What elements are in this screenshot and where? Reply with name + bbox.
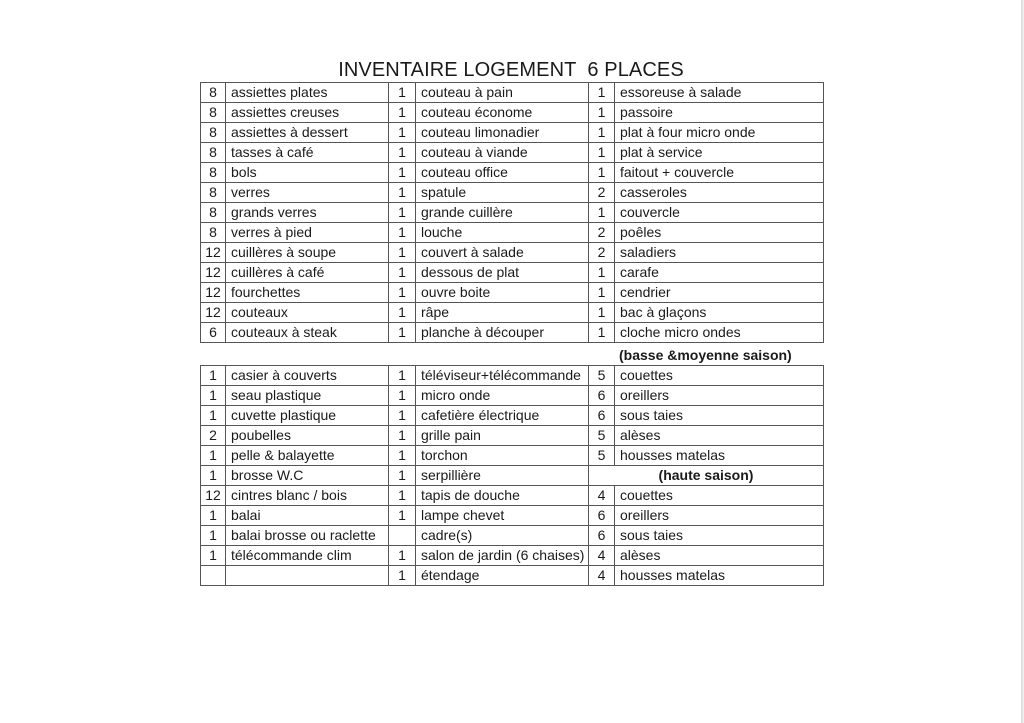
item-name: couteau office xyxy=(416,163,589,183)
item-quantity: 5 xyxy=(589,446,615,466)
item-quantity: 2 xyxy=(201,426,226,446)
table-row xyxy=(201,203,824,223)
item-name: couvercle xyxy=(615,203,824,223)
item-name: sous taies xyxy=(615,406,824,426)
item-name: casseroles xyxy=(615,183,824,203)
table-row xyxy=(201,566,824,586)
item-quantity: 6 xyxy=(589,406,615,426)
item-quantity: 12 xyxy=(201,243,226,263)
table-row xyxy=(201,546,824,566)
item-quantity: 8 xyxy=(201,103,226,123)
item-quantity: 1 xyxy=(589,303,615,323)
item-name: torchon xyxy=(416,446,589,466)
item-name: dessous de plat xyxy=(416,263,589,283)
item-quantity: 1 xyxy=(201,526,226,546)
item-name: faitout + couvercle xyxy=(615,163,824,183)
item-name: grands verres xyxy=(226,203,389,223)
item-quantity: 1 xyxy=(589,263,615,283)
item-name xyxy=(226,566,389,586)
item-name: balai xyxy=(226,506,389,526)
item-name: cintres blanc / bois xyxy=(226,486,389,506)
item-quantity: 6 xyxy=(589,506,615,526)
item-name: pelle & balayette xyxy=(226,446,389,466)
item-name: carafe xyxy=(615,263,824,283)
item-name: couteaux xyxy=(226,303,389,323)
item-quantity: 1 xyxy=(389,486,416,506)
item-quantity: 8 xyxy=(201,183,226,203)
table-row xyxy=(201,303,824,323)
table-row xyxy=(201,486,824,506)
item-name: plat à service xyxy=(615,143,824,163)
item-name: couteau à viande xyxy=(416,143,589,163)
item-quantity: 12 xyxy=(201,303,226,323)
table-row xyxy=(201,243,824,263)
item-quantity: 1 xyxy=(589,143,615,163)
item-quantity: 1 xyxy=(389,183,416,203)
item-quantity: 4 xyxy=(589,566,615,586)
item-quantity: 1 xyxy=(389,323,416,343)
item-name: couettes xyxy=(615,486,824,506)
item-quantity: 1 xyxy=(589,163,615,183)
item-quantity: 1 xyxy=(389,406,416,426)
item-name: cendrier xyxy=(615,283,824,303)
item-name: assiettes creuses xyxy=(226,103,389,123)
item-quantity: 8 xyxy=(201,223,226,243)
item-name: couteaux à steak xyxy=(226,323,389,343)
item-quantity: 1 xyxy=(589,283,615,303)
item-quantity: 12 xyxy=(201,486,226,506)
item-name: seau plastique xyxy=(226,386,389,406)
item-quantity: 1 xyxy=(389,203,416,223)
table-row xyxy=(201,223,824,243)
item-name: oreillers xyxy=(615,506,824,526)
item-name: saladiers xyxy=(615,243,824,263)
item-name: spatule xyxy=(416,183,589,203)
item-quantity: 1 xyxy=(389,303,416,323)
inventory-table-household xyxy=(200,365,824,586)
item-quantity: 1 xyxy=(389,506,416,526)
table-row xyxy=(201,466,824,486)
section-label-high-season: (haute saison) xyxy=(589,466,824,486)
item-quantity: 6 xyxy=(589,386,615,406)
item-quantity: 1 xyxy=(389,263,416,283)
item-name: passoire xyxy=(615,103,824,123)
item-name: cuillères à café xyxy=(226,263,389,283)
document-title: INVENTAIRE LOGEMENT 6 PLACES xyxy=(338,59,684,81)
item-name: couvert à salade xyxy=(416,243,589,263)
item-name: casier à couverts xyxy=(226,366,389,386)
item-quantity: 1 xyxy=(201,406,226,426)
item-name: cafetière électrique xyxy=(416,406,589,426)
item-quantity: 8 xyxy=(201,143,226,163)
item-quantity: 6 xyxy=(201,323,226,343)
item-quantity: 12 xyxy=(201,263,226,283)
item-name: housses matelas xyxy=(615,446,824,466)
item-quantity: 1 xyxy=(589,123,615,143)
item-name: verres xyxy=(226,183,389,203)
item-name: essoreuse à salade xyxy=(615,83,824,103)
item-name: oreillers xyxy=(615,386,824,406)
table-row xyxy=(201,83,824,103)
item-quantity: 1 xyxy=(589,103,615,123)
item-quantity: 1 xyxy=(389,123,416,143)
item-quantity: 2 xyxy=(589,223,615,243)
item-name: râpe xyxy=(416,303,589,323)
item-quantity: 1 xyxy=(589,203,615,223)
item-quantity: 1 xyxy=(389,163,416,183)
item-name: bac à glaçons xyxy=(615,303,824,323)
item-quantity: 8 xyxy=(201,163,226,183)
table-row xyxy=(201,123,824,143)
item-quantity: 1 xyxy=(389,243,416,263)
item-name: grille pain xyxy=(416,426,589,446)
item-name: poubelles xyxy=(226,426,389,446)
item-quantity: 8 xyxy=(201,123,226,143)
table-row xyxy=(201,103,824,123)
item-name: serpillière xyxy=(416,466,589,486)
item-name: couteau à pain xyxy=(416,83,589,103)
section-label-low-season: (basse &moyenne saison) xyxy=(619,347,792,363)
item-quantity: 1 xyxy=(201,366,226,386)
table-row xyxy=(201,283,824,303)
table-row xyxy=(201,426,824,446)
item-quantity: 1 xyxy=(389,83,416,103)
item-quantity: 2 xyxy=(589,183,615,203)
item-quantity: 4 xyxy=(589,546,615,566)
item-quantity: 1 xyxy=(201,386,226,406)
item-quantity: 1 xyxy=(589,323,615,343)
item-name: couteau économe xyxy=(416,103,589,123)
table-row xyxy=(201,406,824,426)
item-quantity: 1 xyxy=(389,546,416,566)
item-quantity: 1 xyxy=(389,143,416,163)
item-name: verres à pied xyxy=(226,223,389,243)
item-quantity: 1 xyxy=(201,546,226,566)
item-quantity: 1 xyxy=(389,446,416,466)
item-quantity: 1 xyxy=(589,83,615,103)
item-quantity: 1 xyxy=(201,466,226,486)
item-quantity: 1 xyxy=(389,103,416,123)
item-name: téléviseur+télécommande xyxy=(416,366,589,386)
item-quantity: 4 xyxy=(589,486,615,506)
item-name: louche xyxy=(416,223,589,243)
item-name: balai brosse ou raclette xyxy=(226,526,389,546)
item-name: sous taies xyxy=(615,526,824,546)
inventory-table-kitchen xyxy=(200,82,824,343)
item-name: poêles xyxy=(615,223,824,243)
item-name: alèses xyxy=(615,546,824,566)
item-quantity: 1 xyxy=(389,566,416,586)
item-name: assiettes plates xyxy=(226,83,389,103)
item-quantity: 1 xyxy=(201,506,226,526)
table-row xyxy=(201,163,824,183)
item-name: bols xyxy=(226,163,389,183)
item-quantity: 2 xyxy=(589,243,615,263)
item-quantity: 1 xyxy=(389,223,416,243)
item-quantity: 8 xyxy=(201,203,226,223)
table-row xyxy=(201,446,824,466)
item-name: cuvette plastique xyxy=(226,406,389,426)
table-row xyxy=(201,263,824,283)
table-row xyxy=(201,386,824,406)
item-name: couettes xyxy=(615,366,824,386)
table-row xyxy=(201,183,824,203)
table-row xyxy=(201,143,824,163)
item-name: salon de jardin (6 chaises) xyxy=(416,546,589,566)
item-quantity: 1 xyxy=(389,283,416,303)
item-name: grande cuillère xyxy=(416,203,589,223)
item-name: ouvre boite xyxy=(416,283,589,303)
item-quantity: 1 xyxy=(389,426,416,446)
item-name: lampe chevet xyxy=(416,506,589,526)
item-name: couteau limonadier xyxy=(416,123,589,143)
item-name: étendage xyxy=(416,566,589,586)
item-quantity: 6 xyxy=(589,526,615,546)
item-quantity xyxy=(201,566,226,586)
item-quantity: 5 xyxy=(589,426,615,446)
item-quantity: 1 xyxy=(201,446,226,466)
item-quantity: 1 xyxy=(389,386,416,406)
item-quantity: 1 xyxy=(389,466,416,486)
table-row xyxy=(201,506,824,526)
item-name: tasses à café xyxy=(226,143,389,163)
item-name: brosse W.C xyxy=(226,466,389,486)
item-quantity xyxy=(389,526,416,546)
item-name: cuillères à soupe xyxy=(226,243,389,263)
table-row xyxy=(201,366,824,386)
item-name: alèses xyxy=(615,426,824,446)
item-name: housses matelas xyxy=(615,566,824,586)
item-name: planche à découper xyxy=(416,323,589,343)
item-name: assiettes à dessert xyxy=(226,123,389,143)
item-quantity: 1 xyxy=(389,366,416,386)
table-row xyxy=(201,526,824,546)
item-quantity: 8 xyxy=(201,83,226,103)
item-quantity: 12 xyxy=(201,283,226,303)
item-name: télécommande clim xyxy=(226,546,389,566)
item-name: cloche micro ondes xyxy=(615,323,824,343)
item-name: fourchettes xyxy=(226,283,389,303)
item-name: tapis de douche xyxy=(416,486,589,506)
table-row xyxy=(201,323,824,343)
item-name: plat à four micro onde xyxy=(615,123,824,143)
item-quantity: 5 xyxy=(589,366,615,386)
item-name: micro onde xyxy=(416,386,589,406)
item-name: cadre(s) xyxy=(416,526,589,546)
